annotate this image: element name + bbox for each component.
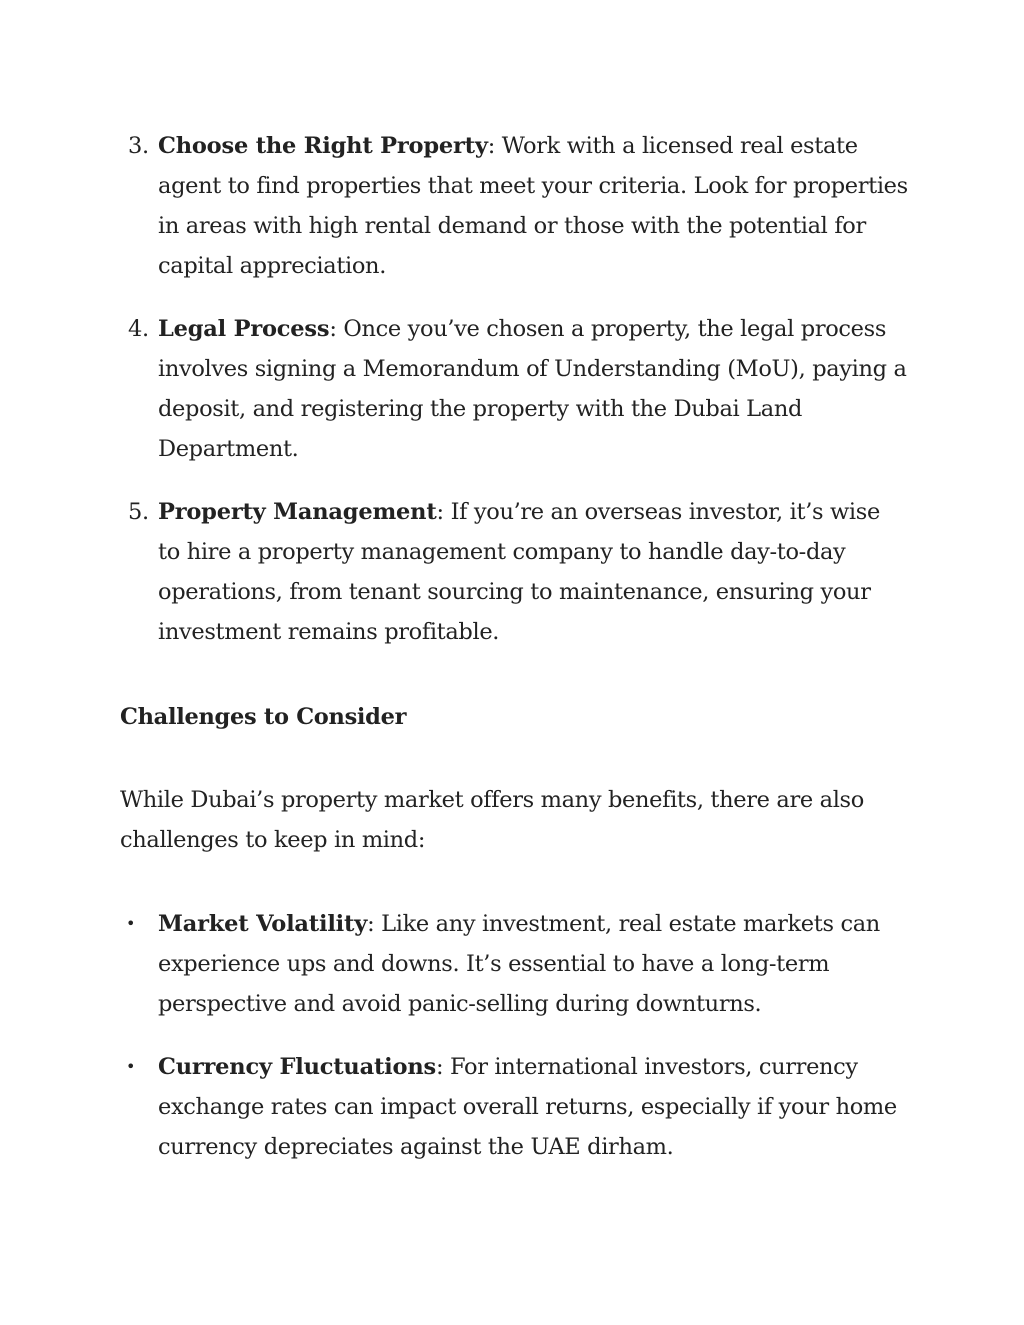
item-text: : Like any investment, real estate markets can experience ups and downs. It’s essential to have a long-term perspective and avoid panic-selling during downturns. bbox=[158, 911, 880, 1017]
section-heading: Challenges to Consider bbox=[120, 704, 407, 730]
list-item-market-volatility bbox=[0, 904, 908, 1024]
item-term: Market Volatility bbox=[158, 911, 368, 937]
list-number: 4. bbox=[128, 316, 149, 342]
item-text: : If you’re an overseas investor, it’s wise to hire a property management company to handle day-to-day operations, from tenant sourcing to maintenance, ensuring your investment remains profitable. bbox=[158, 499, 880, 645]
item-term: Currency Fluctuations bbox=[158, 1054, 436, 1080]
list-item-property-management bbox=[0, 492, 908, 652]
list-number: 5. bbox=[128, 499, 149, 525]
item-text: : Work with a licensed real estate agent to find properties that meet your criteria. Look for properties in areas with high rental demand or those with the potential for capital appreciation. bbox=[158, 133, 908, 279]
list-item-choose-property bbox=[0, 126, 908, 286]
challenges-list bbox=[0, 904, 1024, 1190]
item-text: : Once you’ve chosen a property, the legal process involves signing a Memorandum of Understanding (MoU), paying a deposit, and registering the property with the Dubai Land Department. bbox=[158, 316, 907, 462]
item-term: Property Management bbox=[158, 499, 437, 525]
steps-list bbox=[0, 126, 1024, 675]
item-term: Choose the Right Property bbox=[158, 133, 488, 159]
item-term: Legal Process bbox=[158, 316, 330, 342]
bullet-icon: • bbox=[126, 914, 136, 933]
item-text: : For international investors, currency exchange rates can impact overall returns, especially if your home currency depreciates against the UAE dirham. bbox=[158, 1054, 897, 1160]
list-number: 3. bbox=[128, 133, 149, 159]
list-item-legal-process bbox=[0, 309, 908, 469]
list-item-currency-fluctuations bbox=[0, 1047, 908, 1167]
bullet-icon: • bbox=[126, 1057, 136, 1076]
section-intro: While Dubai’s property market offers many benefits, there are also challenges to keep in mind: bbox=[120, 787, 864, 853]
